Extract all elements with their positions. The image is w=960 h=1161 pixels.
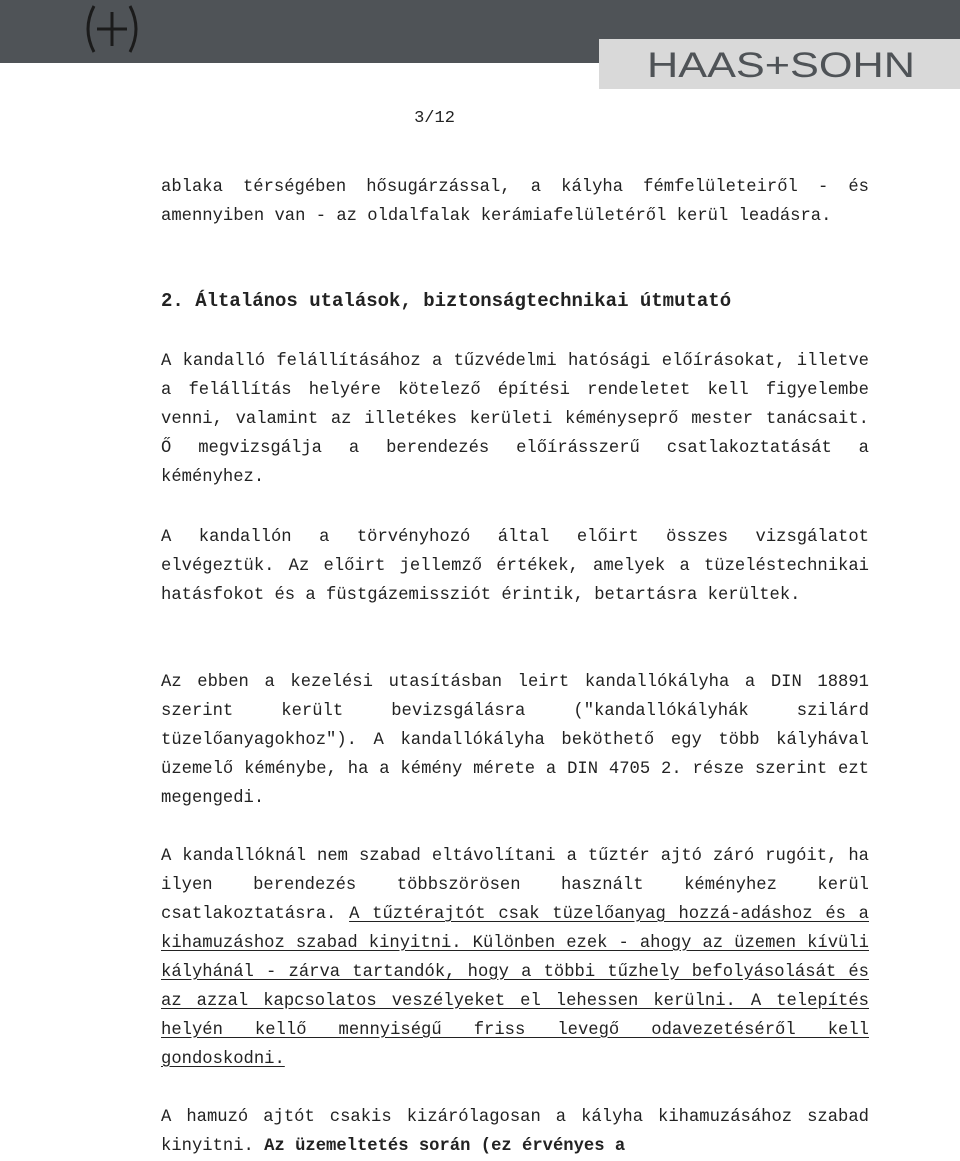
page-number-text: 3/12 (414, 109, 455, 128)
page-number (0, 109, 869, 128)
paragraph-door-springs (161, 842, 869, 1074)
door-opening-warning: A tűztérajtót csak tüzelőanyag hozzá-adáshoz és a kihamuzáshoz szabad kinyitni. Különben ezek - ahogy az üzemen kívüli kályhánál - zárva tartandók, hogy a többi tűzhely befolyásolását és az azzal kapcsolatos veszélyeket el lehessen kerülni. A telepítés helyén kellő mennyiségű friss levegő odavezetéséről kell gondoskodni. (161, 905, 869, 1069)
svg-text:HAAS+SOHN: HAAS+SOHN (647, 46, 915, 82)
ash-door-text: A hamuzó ajtót csakis kizárólagosan a kályha kihamuzásához szabad kinyitni. (161, 1108, 869, 1156)
paragraph-tests-performed: A kandallón a törvényhozó által előirt összes vizsgálatot elvégeztük. Az előirt jellemző értékek, amelyek a tüzeléstechnikai hatásfokot és a füstgázemissziót érintik, betartásra kerültek. (161, 528, 869, 605)
paragraph-ash-door (161, 1103, 869, 1161)
paragraph-installation-regulations: A kandalló felállításához a tűzvédelmi hatósági előírásokat, illetve a felállítás helyére kötelező építési rendeletet kell figyelembe venni, valamint az illetékes kerületi kéményseprő mester tanácsait. Ő megvizsgálja a berendezés előírásszerű csatlakoztatását a kéményhez. (161, 352, 869, 487)
section-heading: 2. Általános utalások, biztonságtechnikai útmutató (161, 290, 732, 312)
paragraph-din-standard: Az ebben a kezelési utasításban leirt kandallókályha a DIN 18891 szerint került bevizsgálásra ("kandallókályhák szilárd tüzelőanyagokhoz"). A kandallókályha beköthető egy több kályhával üzemelő kéménybe, ha a kémény mérete a DIN 4705 2. része szerint ezt megengedi. (161, 673, 869, 808)
haas-sohn-logo (647, 46, 917, 82)
paragraph-heat-emission: ablaka térségében hősugárzással, a kályha fémfelületeiről - és amennyiben van - az oldalfalak kerámiafelületéről kerül leadásra. (161, 178, 869, 226)
plus-logo-icon (80, 2, 144, 56)
door-springs-text: A kandallóknál nem szabad eltávolítani a tűztér ajtó záró rugóit, ha ilyen berendezés többszörösen használt kéményhez kerül csatlakoztatásra. (161, 847, 869, 924)
operation-note-bold: Az üzemeltetés során (ez érvényes a (264, 1137, 626, 1156)
